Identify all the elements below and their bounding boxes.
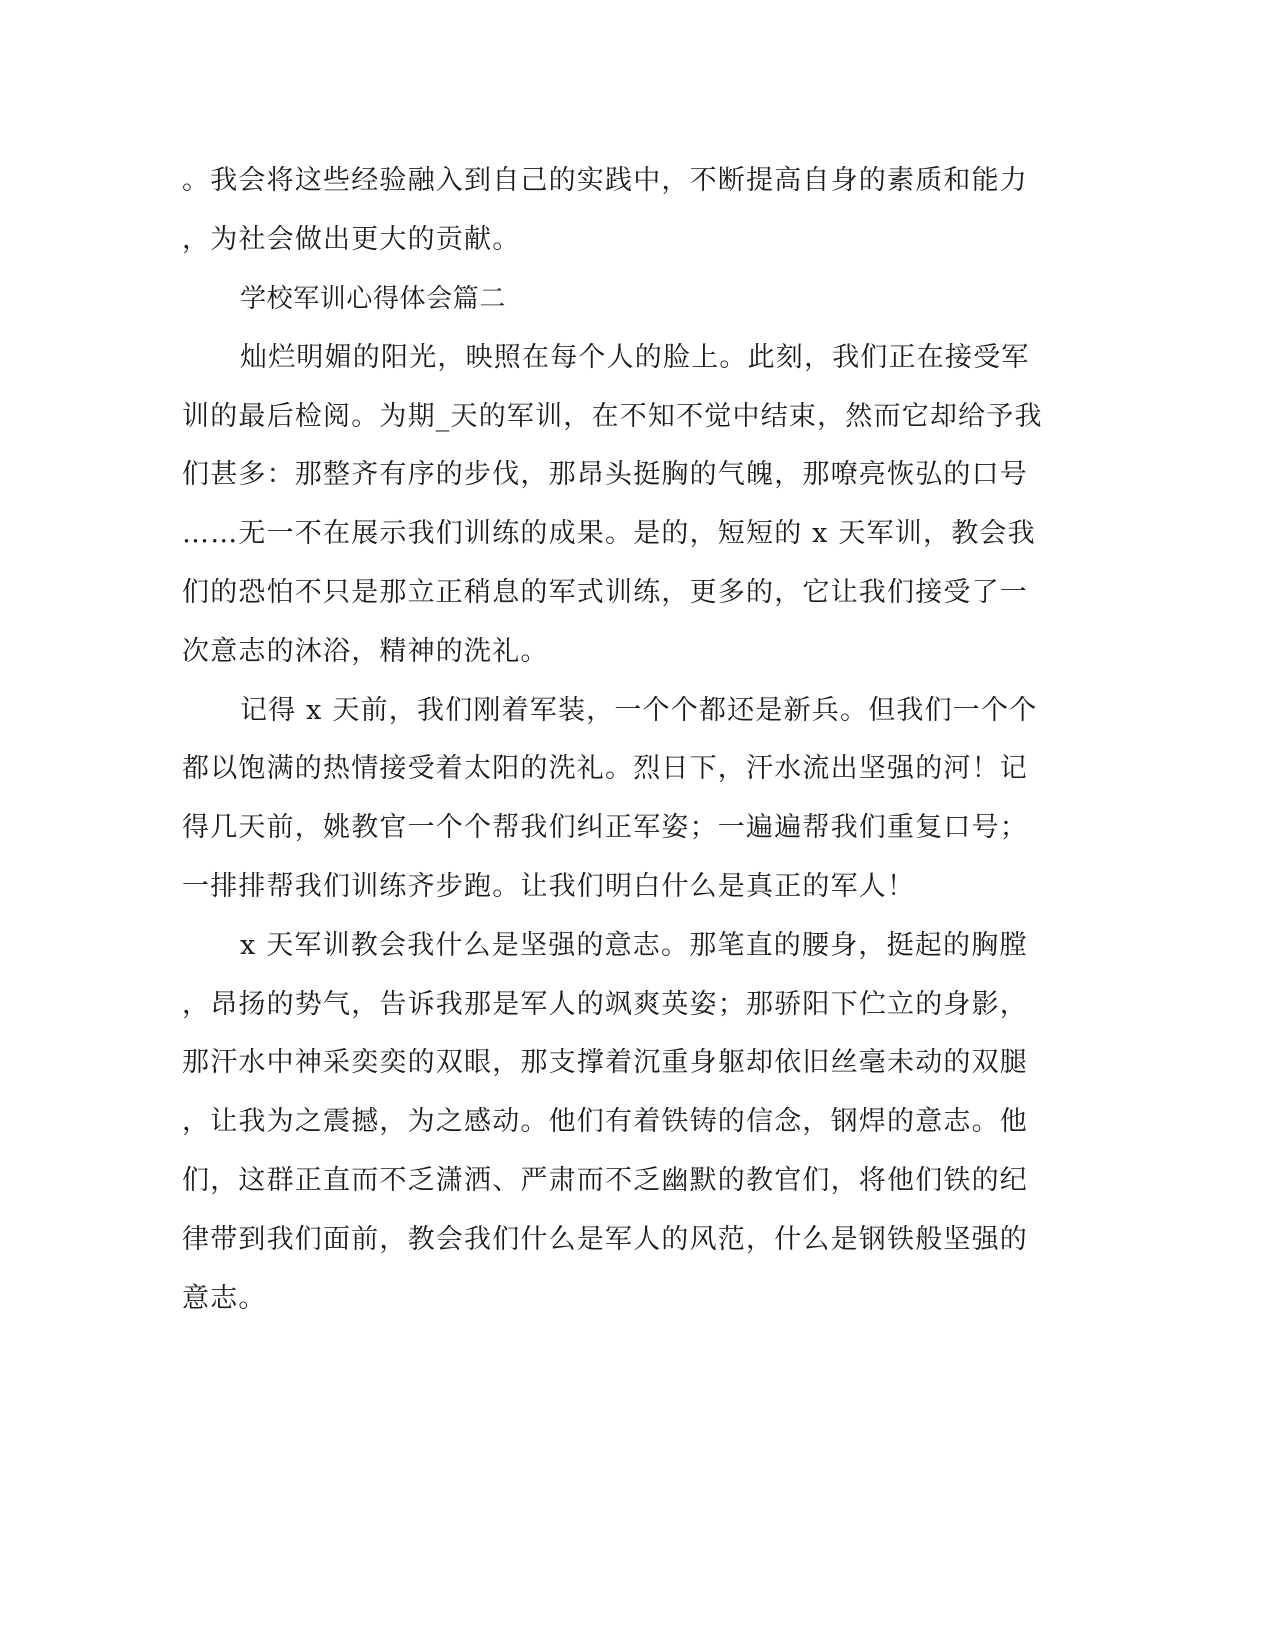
paragraph2-line-1: 记得 x 天前，我们刚着军装，一个个都还是新兵。但我们一个个 [240,695,1038,726]
paragraph1-line-4: ……无一不在展示我们训练的成果。是的，短短的 x 天军训，教会我 [182,518,1036,549]
paragraph3-line-6: 律带到我们面前，教会我们什么是军人的风范，什么是钢铁般坚强的 [182,1224,1028,1255]
intro-line-2: ，为社会做出更大的贡献。 [182,224,521,255]
paragraph1-line-3: 们甚多：那整齐有序的步伐，那昂头挺胸的气魄，那嘹亮恢弘的口号 [182,459,1028,490]
paragraph3-line-4: ，让我为之震撼，为之感动。他们有着铁铸的信念，钢焊的意志。他 [182,1106,1028,1137]
paragraph2-line-3: 得几天前，姚教官一个个帮我们纠正军姿；一遍遍帮我们重复口号； [182,812,1028,843]
paragraph1-line-1: 灿烂明媚的阳光，映照在每个人的脸上。此刻，我们正在接受军 [240,342,1030,373]
paragraph2-line-4: 一排排帮我们训练齐步跑。让我们明白什么是真正的军人！ [182,871,916,902]
paragraph3-line-2: ，昂扬的势气，告诉我那是军人的飒爽英姿；那骄阳下伫立的身影， [182,989,1028,1020]
paragraph1-line-5: 们的恐怕不只是那立正稍息的军式训练，更多的，它让我们接受了一 [182,577,1028,608]
intro-line-1: 。我会将这些经验融入到自己的实践中，不断提高自身的素质和能力 [182,165,1028,196]
paragraph3-line-3: 那汗水中神采奕奕的双眼，那支撑着沉重身躯却依旧丝毫未动的双腿 [182,1047,1028,1078]
paragraph3-line-7: 意志。 [182,1283,267,1314]
paragraph3-line-5: 们，这群正直而不乏潇洒、严肃而不乏幽默的教官们，将他们铁的纪 [182,1165,1028,1196]
section-title: 学校军训心得体会篇二 [240,284,507,314]
paragraph2-line-2: 都以饱满的热情接受着太阳的洗礼。烈日下，汗水流出坚强的河！记 [182,753,1028,784]
paragraph1-line-2: 训的最后检阅。为期_天的军训，在不知不觉中结束，然而它却给予我 [182,401,1043,432]
paragraph3-line-1: x 天军训教会我什么是坚强的意志。那笔直的腰身，挺起的胸膛 [240,930,1028,961]
paragraph1-line-6: 次意志的沐浴，精神的洗礼。 [182,636,549,667]
